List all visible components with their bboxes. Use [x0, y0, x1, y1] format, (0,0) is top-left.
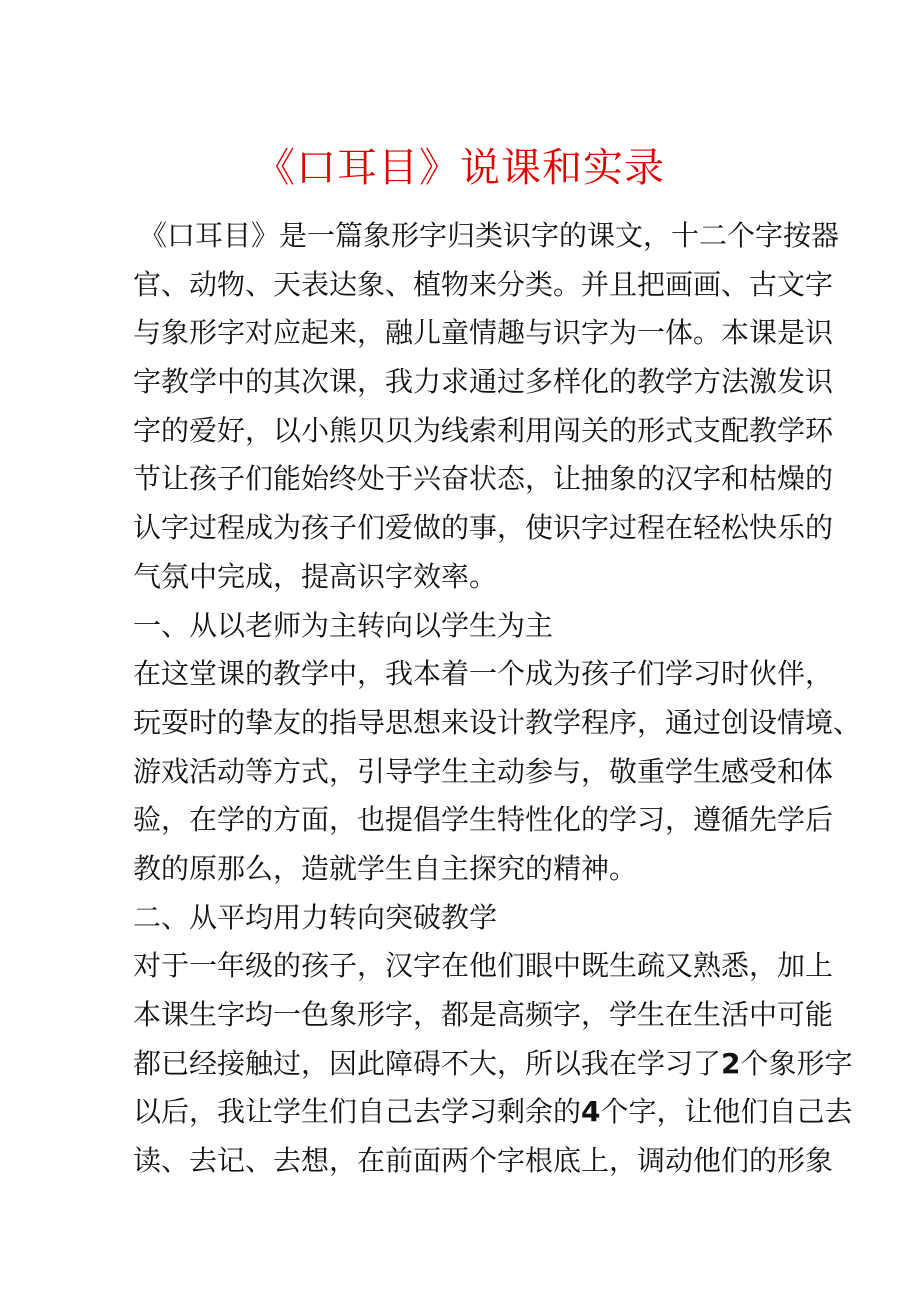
paragraph-line: 官、动物、天表达象、植物来分类。并且把画画、古文字 [133, 267, 834, 301]
line-text: 都已经接触过，因此障碍不大，所以我在学习了 [133, 1046, 722, 1080]
paragraph-line: 验，在学的方面，也提倡学生特性化的学习，遵循先学后 [133, 803, 834, 837]
line-text: 以后，我让学生们自己去学习剩余的 [133, 1095, 582, 1129]
paragraph-line: 在这堂课的教学中，我本着一个成为孩子们学习时伙伴， [133, 657, 834, 691]
paragraph-line: 读、去记、去想，在前面两个字根底上，调动他们的形象 [133, 1144, 834, 1178]
paragraph-line: 认字过程成为孩子们爱做的事，使识字过程在轻松快乐的 [133, 511, 834, 545]
paragraph-line [133, 1088, 853, 1137]
paragraph-line: 与象形字对应起来，融儿童情趣与识字为一体。本课是识 [133, 316, 834, 350]
paragraph-line [133, 1040, 853, 1089]
document-title: 《口耳目》说课和实录 [255, 145, 665, 191]
line-text: 个字，让他们自己去 [600, 1095, 853, 1129]
paragraph-line: 游戏活动等方式，引导学生主动参与，敬重学生感受和体 [133, 754, 834, 788]
number-text: 4 [581, 1095, 601, 1129]
section-heading-2: 二、从平均用力转向突破教学 [133, 900, 498, 934]
paragraph-line: 字的爱好，以小熊贝贝为线索利用闯关的形式支配教学环 [133, 413, 834, 447]
paragraph-line: 本课生字均一色象形字，都是高频字，学生在生活中可能 [133, 998, 834, 1031]
paragraph-line: 《口耳目》是一篇象形字归类识字的课文，十二个字按器 [139, 219, 840, 252]
number-text: 2 [721, 1046, 741, 1080]
line-text: 个象形字 [740, 1046, 853, 1080]
paragraph-line: 教的原那么，造就学生自主探究的精神。 [133, 851, 638, 885]
paragraph-line: 节让孩子们能始终处于兴奋状态，让抽象的汉字和枯燥的 [133, 462, 834, 496]
paragraph-line: 气氛中完成，提高识字效率。 [133, 559, 498, 593]
section-heading-1: 一、从以老师为主转向以学生为主 [133, 608, 554, 642]
paragraph-line: 字教学中的其次课，我力求通过多样化的教学方法激发识 [133, 365, 834, 399]
document-body [133, 212, 862, 1186]
paragraph-line: 玩耍时的挚友的指导思想来设计教学程序，通过创设情境、 [133, 705, 862, 739]
paragraph-line: 对于一年级的孩子，汉字在他们眼中既生疏又熟悉，加上 [133, 949, 834, 983]
